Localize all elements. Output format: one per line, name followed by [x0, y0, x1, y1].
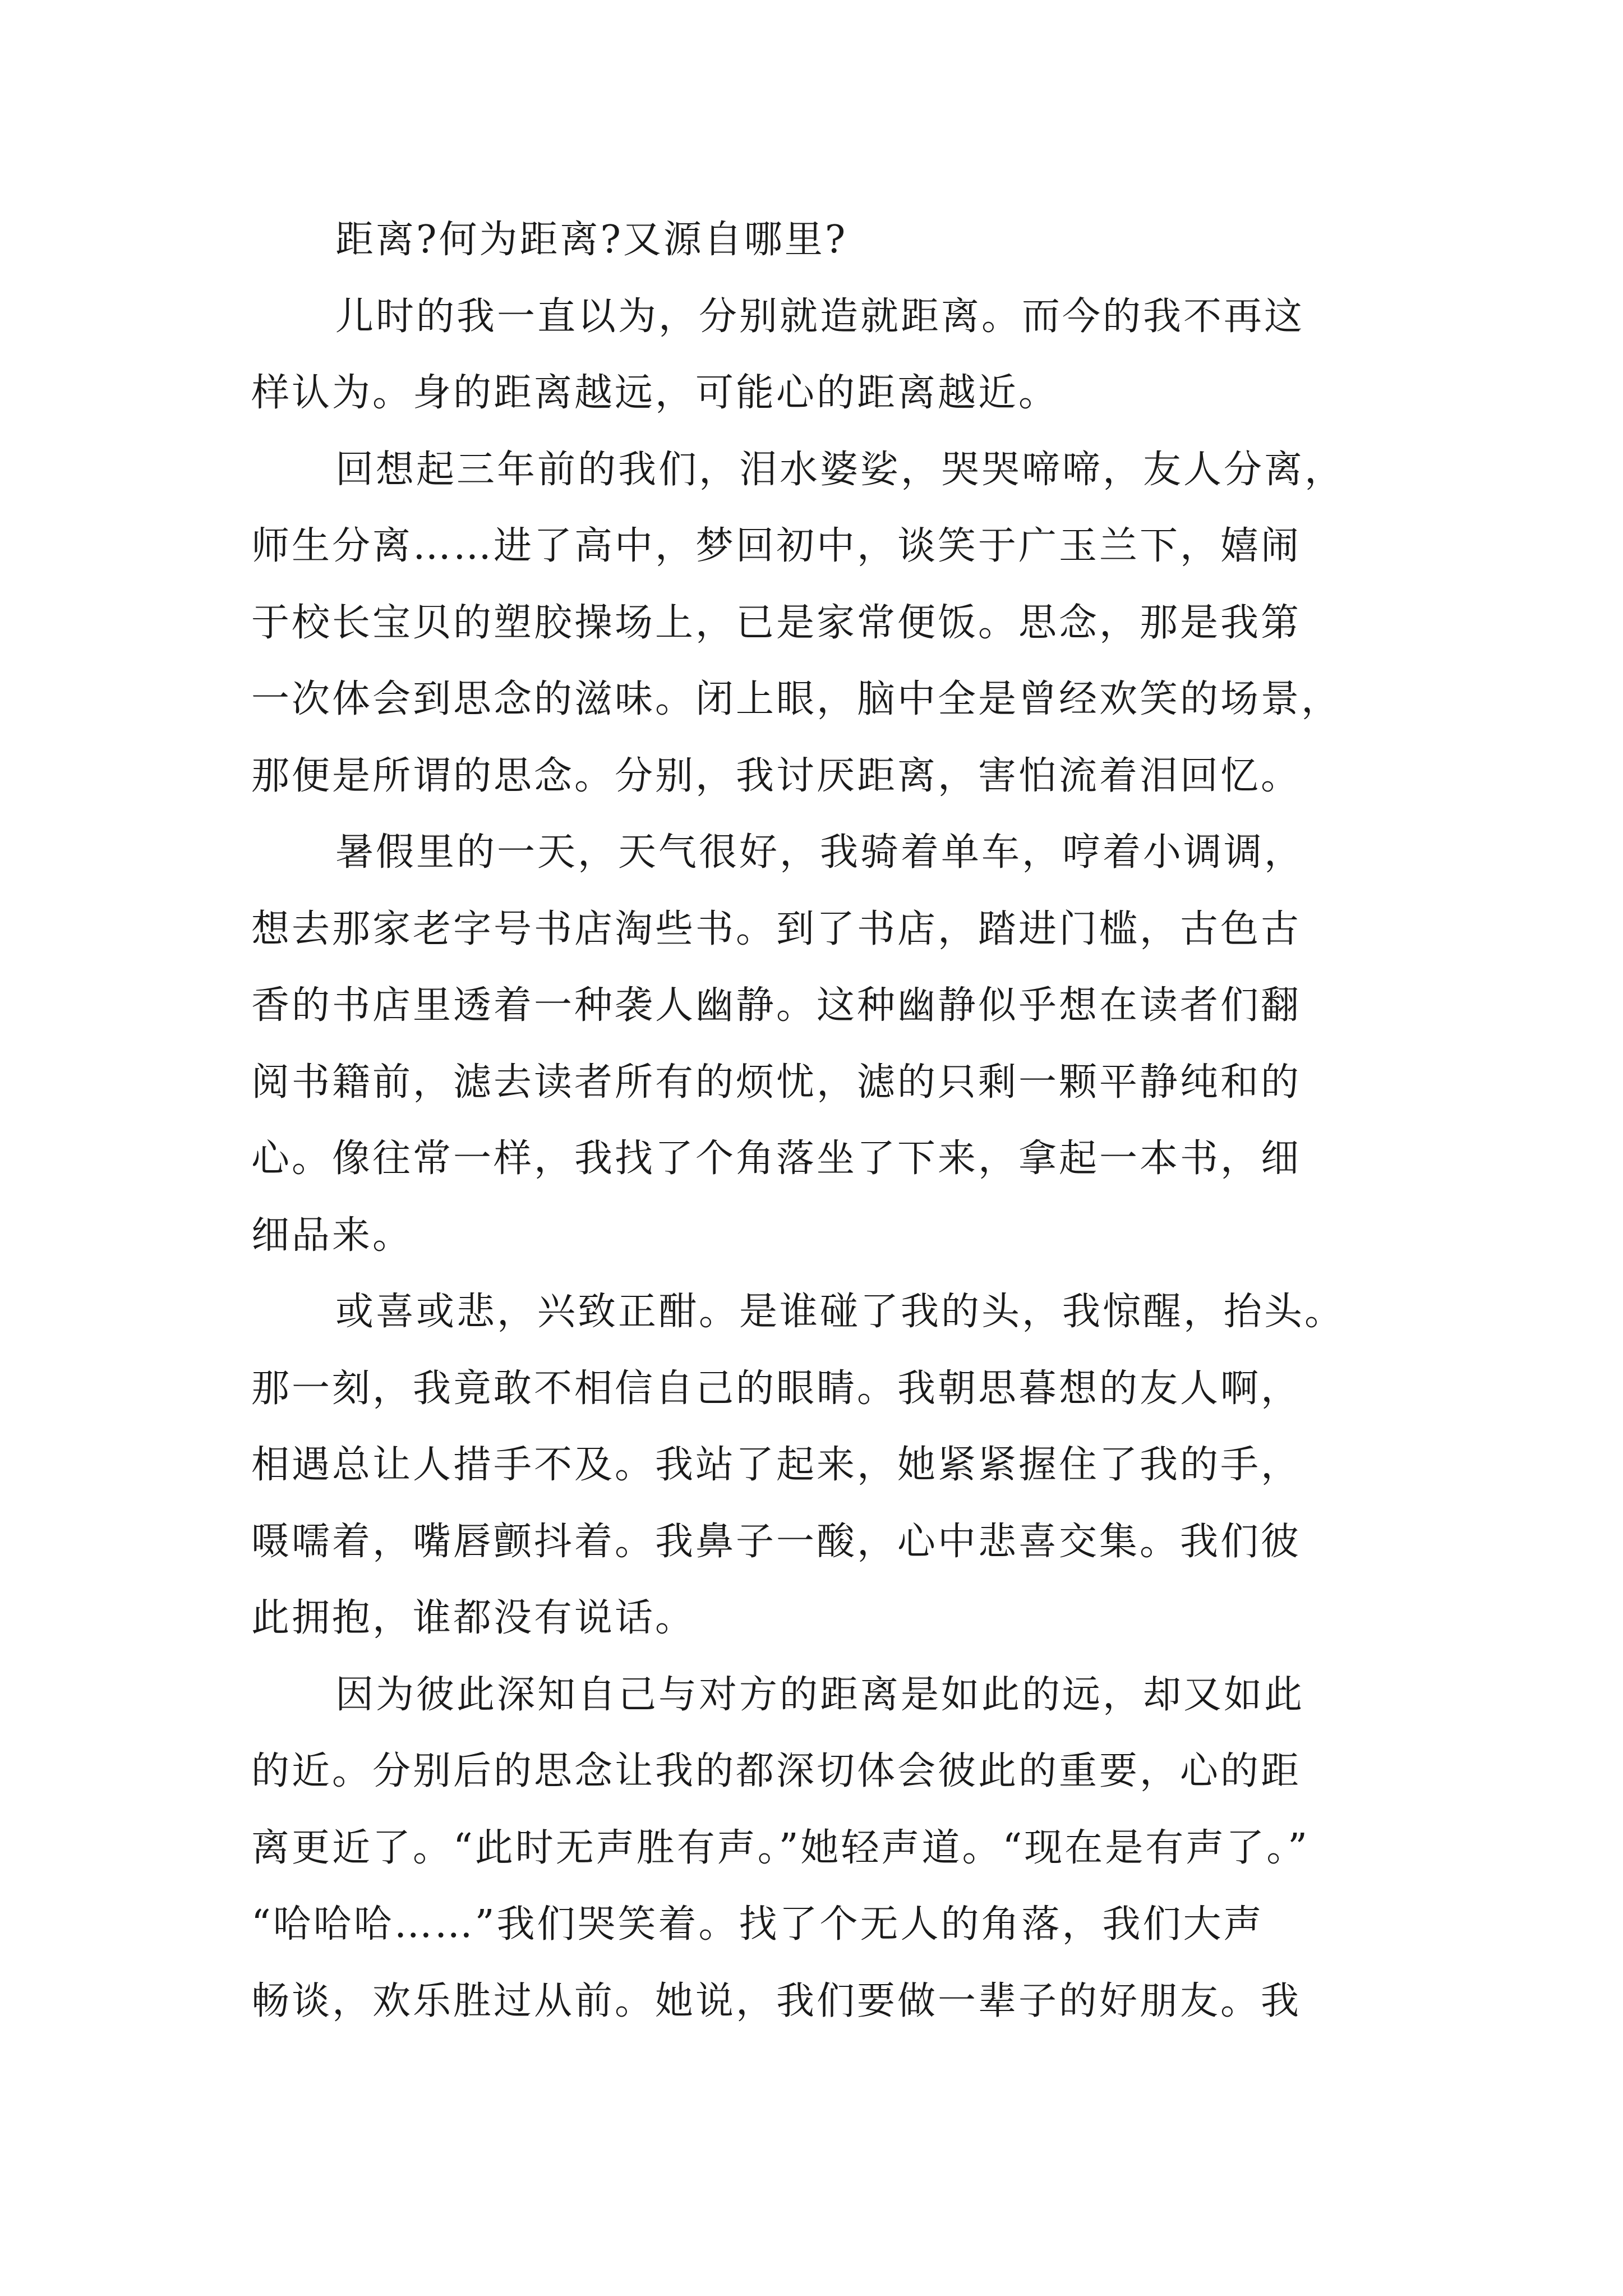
text-line: 的近。分别后的思念让我的都深切体会彼此的重要，心的距	[251, 1749, 1302, 1793]
text-line: 细品来。	[251, 1213, 413, 1258]
text-line: 一次体会到思念的滋味。闭上眼，脑中全是曾经欢笑的场景，	[251, 677, 1342, 721]
text-line: 暑假里的一天，天气很好，我骑着单车，哼着小调调，	[335, 830, 1305, 875]
text-line: 回想起三年前的我们，泪水婆娑，哭哭啼啼，友人分离，	[335, 447, 1345, 492]
text-line: 或喜或悲，兴致正酣。是谁碰了我的头，我惊醒，抬头。	[335, 1290, 1345, 1334]
text-line: 畅谈，欢乐胜过从前。她说，我们要做一辈子的好朋友。我	[251, 1978, 1302, 2023]
text-line: 师生分离……进了高中，梦回初中，谈笑于广玉兰下，嬉闹	[251, 524, 1302, 568]
text-line: 儿时的我一直以为，分别就造就距离。而今的我不再这	[335, 294, 1305, 339]
text-line: 因为彼此深知自己与对方的距离是如此的远，却又如此	[335, 1672, 1305, 1717]
text-line: 于校长宝贝的塑胶操场上，已是家常便饭。思念，那是我第	[251, 600, 1302, 645]
text-line: 嗫嚅着，嘴唇颤抖着。我鼻子一酸，心中悲喜交集。我们彼	[251, 1519, 1302, 1564]
text-line: 相遇总让人措手不及。我站了起来，她紧紧握住了我的手，	[251, 1443, 1302, 1487]
text-line: 此拥抱，谁都没有说话。	[251, 1596, 696, 1640]
text-line: 想去那家老字号书店淘些书。到了书店，踏进门槛，古色古	[251, 907, 1302, 951]
text-line: 那一刻，我竟敢不相信自己的眼睛。我朝思暮想的友人啊，	[251, 1366, 1302, 1411]
text-line: 香的书店里透着一种袭人幽静。这种幽静似乎想在读者们翻	[251, 983, 1302, 1028]
text-line: 心。像往常一样，我找了个角落坐了下来，拿起一本书，细	[251, 1137, 1302, 1181]
text-line: 距离?何为距离?又源自哪里?	[335, 218, 848, 262]
text-line: 那便是所谓的思念。分别，我讨厌距离，害怕流着泪回忆。	[251, 753, 1302, 798]
text-line: 离更近了。“此时无声胜有声。”她轻声道。“现在是有声了。”	[251, 1825, 1310, 1870]
essay-body	[251, 202, 1395, 2040]
text-line: 样认为。身的距离越远，可能心的距离越近。	[251, 371, 1059, 415]
text-line: 阅书籍前，滤去读者所有的烦忧，滤的只剩一颗平静纯和的	[251, 1060, 1302, 1105]
text-line: “哈哈哈……”我们哭笑着。找了个无人的角落，我们大声	[251, 1902, 1264, 1947]
